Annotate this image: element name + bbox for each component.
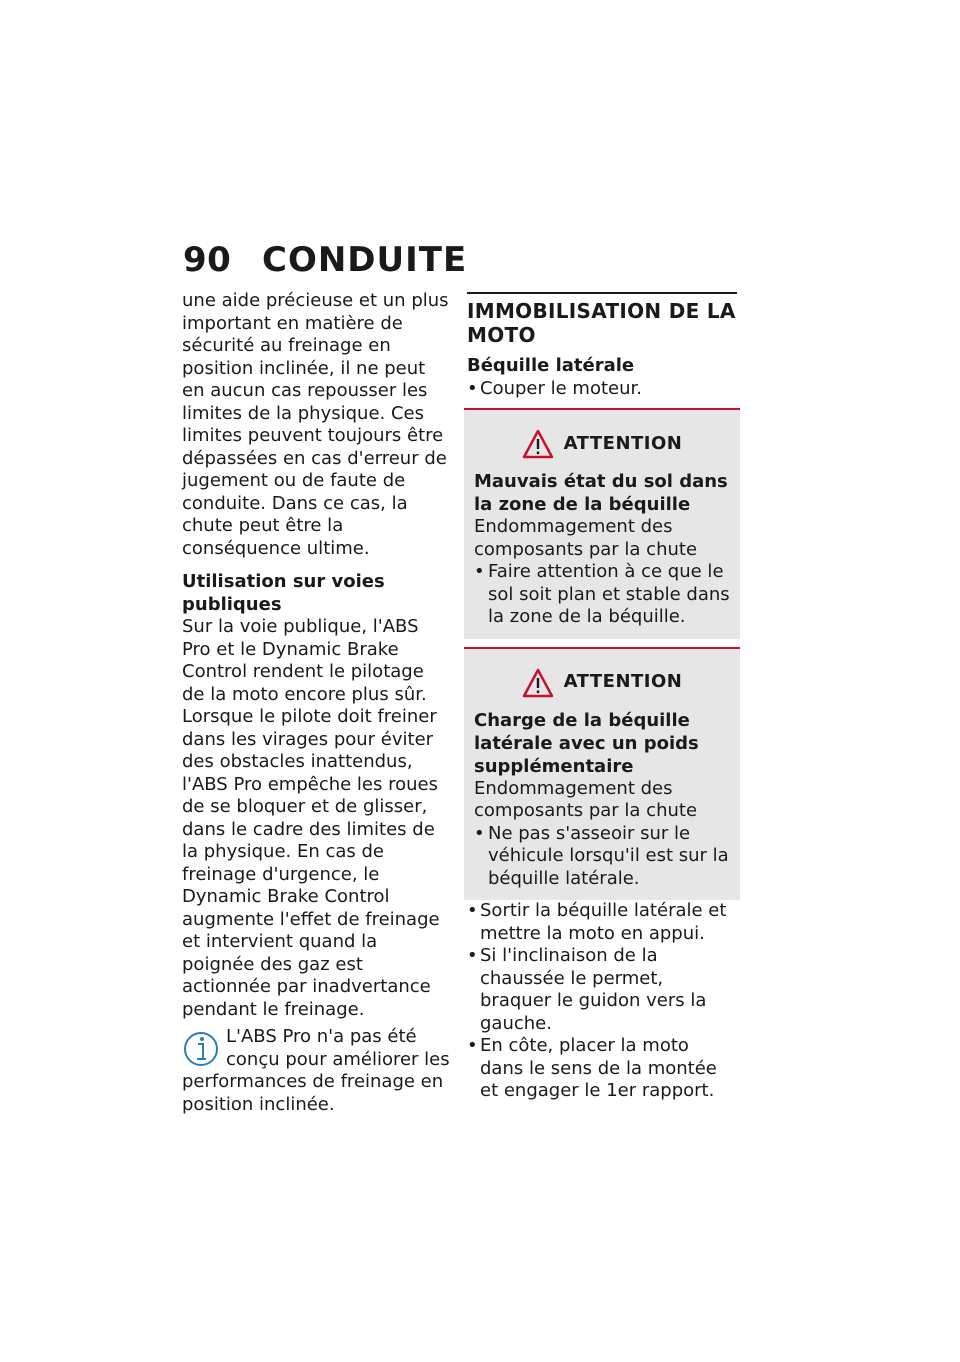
warning-label: ATTENTION — [563, 671, 683, 693]
warning-consequence: Endommagement des composants par la chute — [474, 516, 698, 560]
page-number: 90 — [183, 240, 232, 280]
right-column — [467, 292, 737, 1103]
info-icon — [182, 1029, 220, 1069]
warning-action: • Ne pas s'asseoir sur le véhicule lorsqu'il est sur la béquille latérale. — [474, 823, 730, 891]
section-title: IMMOBILISATION DE LA MOTO — [467, 299, 736, 347]
step-list-2 — [467, 900, 737, 1103]
step-item: • Si l'inclinaison de la chaussée le permet, braquer le guidon vers la gauche. — [467, 945, 737, 1035]
info-note-line-2: conçu pour améliorer les — [226, 1048, 450, 1070]
section-divider — [467, 292, 737, 294]
side-stand-heading: Béquille latérale — [467, 355, 635, 376]
step-list-1 — [467, 378, 737, 401]
warning-header — [474, 424, 730, 464]
warning-box-load — [464, 647, 740, 901]
warning-box-ground — [464, 408, 740, 639]
info-note-text: performances de freinage en position inclinée. — [182, 1071, 444, 1115]
step-item: • Sortir la béquille latérale et mettre la moto en appui. — [467, 900, 737, 945]
warning-action: • Faire attention à ce que le sol soit plan et stable dans la zone de la béquille. — [474, 561, 730, 629]
warning-actions — [474, 561, 730, 629]
public-roads-paragraph: Sur la voie publique, l'ABS Pro et le Dynamic Brake Control rendent le pilotage de la moto encore plus sûr. Lorsque le pilote doit freiner dans les virages pour éviter des obstacles inattendus, l'ABS Pro empêche les roues de se bloquer et de glisser, dans le cadre des limites de la physique. En cas de freinage d'urgence, le Dynamic Brake Control augmente l'effet de freinage et intervient quand la poignée des gaz est actionnée par inadvertance pendant le freinage. — [182, 616, 440, 1020]
warning-title: Charge de la béquille latérale avec un poids supplémentaire — [474, 709, 699, 777]
step-item: • En côte, placer la moto dans le sens de la montée et engager le 1er rapport. — [467, 1035, 737, 1103]
info-note-line-1: L'ABS Pro n'a pas été — [226, 1026, 417, 1047]
warning-title: Mauvais état du sol dans la zone de la béquille — [474, 471, 728, 515]
warning-consequence: Endommagement des composants par la chute — [474, 777, 698, 821]
warning-label: ATTENTION — [563, 432, 683, 454]
warning-header — [474, 663, 730, 703]
warning-triangle-icon — [522, 429, 554, 459]
left-column — [182, 290, 450, 1116]
warning-actions — [474, 823, 730, 891]
public-roads-heading: Utilisation sur voies publiques — [182, 571, 385, 615]
chapter-title: CONDUITE — [262, 240, 468, 280]
info-note — [182, 1026, 450, 1116]
warning-triangle-icon — [522, 668, 554, 698]
step-item: • Couper le moteur. — [467, 378, 737, 401]
intro-paragraph: une aide précieuse et un plus important en matière de sécurité au freinage en position inclinée, il ne peut en aucun cas repousser les limites de la physique. Ces limites peuvent toujours être dépassées en cas d'erreur de jugement ou de faute de conduite. Dans ce cas, la chute peut être la conséquence ultime. — [182, 290, 449, 559]
